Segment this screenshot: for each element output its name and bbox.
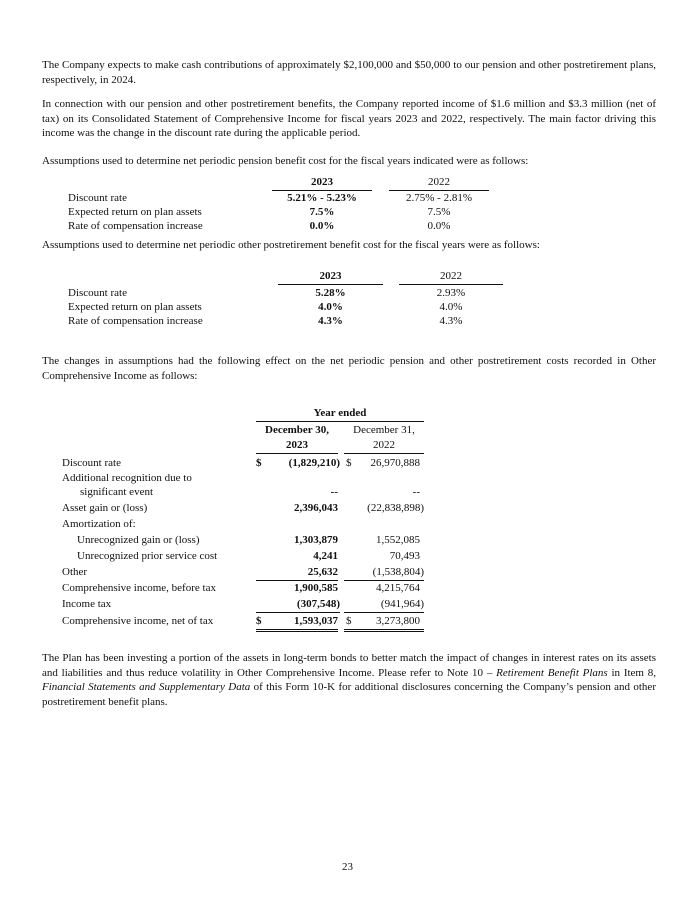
- header-2022: 2022: [399, 269, 503, 285]
- text: The Plan has been investing a portion of the assets in long-term bonds to better match the impact of changes in interest rates on its assets and liabilities and thus reduce volatility in Other Comprehensive Income. Please refer to Note 10 –: [42, 652, 656, 679]
- paragraph-changes: The changes in assumptions had the following effect on the net periodic pension and other postretirement costs recorded in Other Comprehensive Income as follows:: [42, 355, 656, 382]
- currency-symbol: $: [256, 615, 262, 627]
- cell: 1,303,879: [294, 534, 338, 546]
- cell: 0.0%: [309, 220, 335, 232]
- row-label: Income tax: [62, 598, 112, 610]
- currency-symbol: $: [346, 615, 352, 627]
- row-label: Rate of compensation increase: [68, 315, 203, 327]
- cell: 4.0%: [439, 301, 463, 313]
- cell: 1,552,085: [376, 534, 420, 546]
- cell: 4,215,764: [376, 582, 420, 594]
- col-header-2022: December 31,: [353, 424, 415, 436]
- cell: 5.28%: [315, 287, 346, 299]
- currency-symbol: $: [256, 457, 262, 469]
- col-header-2023-year: 2023: [256, 438, 338, 454]
- row-label: Discount rate: [62, 457, 121, 469]
- page-number: 23: [342, 861, 353, 873]
- row-label: Expected return on plan assets: [68, 206, 202, 218]
- paragraph-contributions: The Company expects to make cash contributions of approximately $2,100,000 and $50,000 to our pension and other postretirement plans, respectively, in 2024.: [42, 59, 656, 86]
- cell: 4.3%: [318, 315, 343, 327]
- row-label: Comprehensive income, before tax: [62, 582, 216, 594]
- cell: 3,273,800: [376, 615, 420, 627]
- group-header: Year ended: [256, 406, 424, 422]
- cell: 1,593,037: [294, 615, 338, 627]
- paragraph-plan-investing: [42, 651, 656, 709]
- cell: 7.5%: [427, 206, 451, 218]
- text: of this Form 10-K for additional disclosures concerning the Company’s pension and other postretirement benefit plans.: [42, 681, 656, 708]
- cell: 5.21% - 5.23%: [287, 192, 357, 204]
- cell: (1,538,804): [344, 565, 424, 581]
- text: in Item 8,: [607, 666, 656, 679]
- cell: 25,632: [256, 565, 338, 581]
- currency-symbol: $: [346, 457, 352, 469]
- row-label: Discount rate: [68, 192, 127, 204]
- item-reference: Financial Statements and Supplementary Data: [42, 681, 251, 693]
- cell: (1,829,210): [288, 457, 340, 469]
- cell: (22,838,898): [367, 502, 424, 514]
- paragraph-pension-assumptions: Assumptions used to determine net periodic pension benefit cost for the fiscal years indicated were as follows:: [42, 155, 529, 167]
- cell: 26,970,888: [370, 457, 420, 469]
- cell: 2,396,043: [294, 502, 338, 514]
- row-label: Amortization of:: [62, 518, 136, 530]
- cell: 4.0%: [318, 301, 343, 313]
- cell: --: [330, 486, 338, 498]
- row-label: Asset gain or (loss): [62, 502, 148, 514]
- header-2023: 2023: [278, 269, 383, 285]
- col-header-2022-year: 2022: [344, 438, 424, 454]
- row-label: Discount rate: [68, 287, 127, 299]
- header-2022: 2022: [389, 175, 489, 191]
- cell: 0.0%: [427, 220, 451, 232]
- row-label: Rate of compensation increase: [68, 220, 203, 232]
- row-label: Unrecognized gain or (loss): [77, 534, 200, 546]
- cell: --: [412, 486, 420, 498]
- row-label: significant event: [80, 486, 154, 498]
- row-label: Comprehensive income, net of tax: [62, 615, 214, 627]
- cell: 2.75% - 2.81%: [406, 192, 472, 204]
- cell: (307,548): [256, 597, 340, 613]
- note-reference: Retirement Benefit Plans: [496, 666, 608, 679]
- cell: (941,964): [344, 597, 424, 613]
- cell: 2.93%: [436, 287, 466, 299]
- row-label: Unrecognized prior service cost: [77, 550, 218, 562]
- cell: 1,900,585: [294, 582, 338, 594]
- cell: 4,241: [313, 550, 338, 562]
- paragraph-other-assumptions: Assumptions used to determine net periodic other postretirement benefit cost for the fiscal years were as follows:: [42, 239, 540, 251]
- header-2023: 2023: [272, 175, 372, 191]
- row-label: Expected return on plan assets: [68, 301, 202, 313]
- row-label: Other: [62, 566, 88, 578]
- paragraph-income: In connection with our pension and other postretirement benefits, the Company reported income of $1.6 million and $3.3 million (net of tax) on its Consolidated Statement of Comprehensive Income for fiscal years 2023 and 2022, respectively. The main factor driving this income was the change in the discount rate during the applicable period.: [42, 98, 656, 139]
- col-header-2023: December 30,: [265, 424, 329, 436]
- cell: 70,493: [389, 550, 420, 562]
- cell: 7.5%: [309, 206, 335, 218]
- row-label: Additional recognition due to: [62, 472, 192, 484]
- cell: 4.3%: [439, 315, 463, 327]
